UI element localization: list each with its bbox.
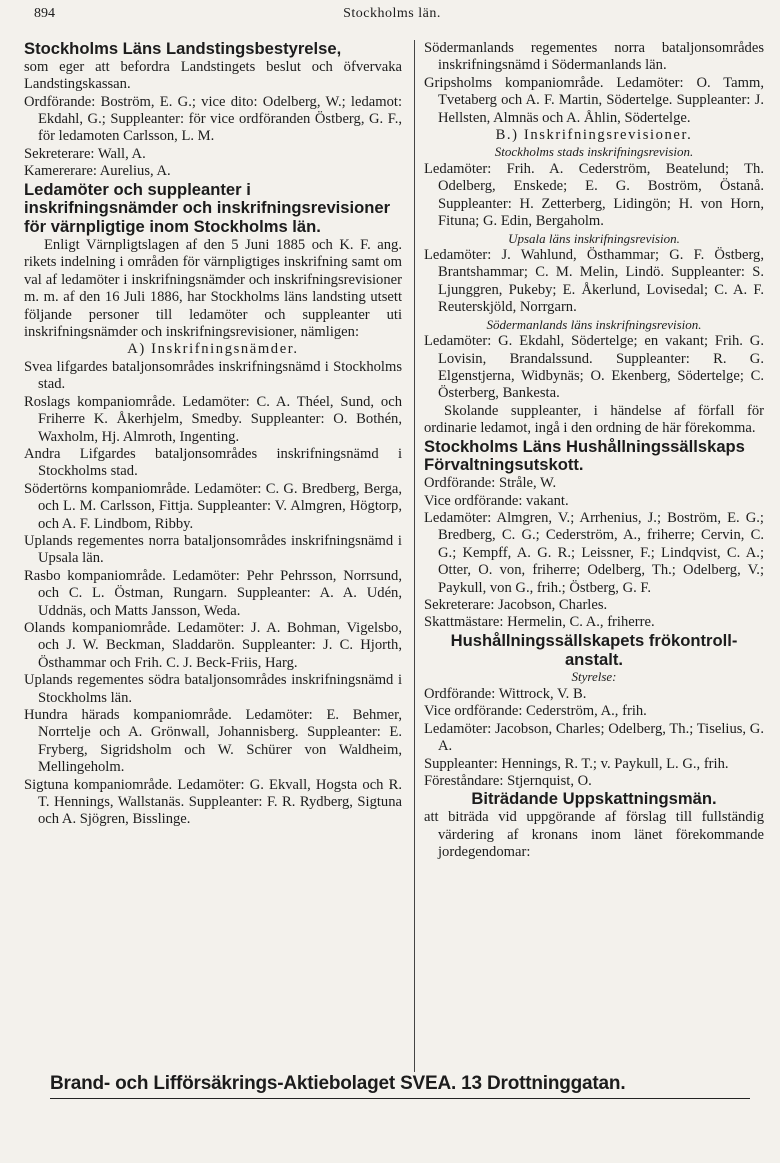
subsection-title: Upsala läns inskrifningsrevision. <box>508 230 680 246</box>
paragraph: Sekreterare: Wall, A. <box>24 145 146 162</box>
section-heading: Biträdande Uppskattningsmän. <box>471 789 717 809</box>
entry: Ledamöter: G. Ekdahl, Södertelge; en vakant; Frih. G. Lovisin, Brandalssund. Suppleanter: R. G. Elgenstjerna, Widbynäs; O. Ekenberg, Södertelge; C. Österberg, Bankesta. <box>424 333 764 402</box>
paragraph: Föreståndare: Stjernquist, O. <box>424 773 592 789</box>
subsection-title: Styrelse: <box>571 669 617 685</box>
column-divider <box>414 40 415 1072</box>
paragraph: Ordförande: Wittrock, V. B. <box>424 685 587 702</box>
entry: Ledamöter: J. Wahlund, Östhammar; G. F. Östberg, Brantshammar; C. M. Melin, Lindö. Suppleanter: S. Ljunggren, Pukeby; E. Åkerlund, Lovisedal; C. A. F. Reuterskjöld, Norrgarn. <box>424 247 764 316</box>
running-title: Stockholms län. <box>343 6 441 21</box>
running-head <box>34 6 750 22</box>
paragraph: som eger att befordra Landstingets beslut och öfvervaka Landstingskassan. <box>24 58 402 93</box>
paragraph: Sekreterare: Jacobson, Charles. <box>424 597 608 614</box>
paragraph: Ordförande: Stråle, W. <box>424 475 557 492</box>
footer-advertisement: Brand- och Lifförsäkrings-Aktiebolaget SVEA. 13 Drottninggatan. <box>50 1073 750 1099</box>
section-heading: Hushållningssällskapets frökontroll-anstalt. <box>450 630 738 669</box>
entry: Hundra härads kompaniområde. Ledamöter: E. Behmer, Norrtelje och A. Grönwall, Johannisberg. Suppleanter: E. Fryberg, Sigridsholm och W. Schürer von Waldheim, Mellingeholm. <box>24 707 402 776</box>
paragraph: Vice ordförande: vakant. <box>424 492 569 509</box>
entry: Ledamöter: Almgren, V.; Arrhenius, J.; Boström, E. G.; Bredberg, C. G.; Cederström, A., friherre; Cervin, C. G.; Kempff, A. G. R.; Leissner, F.; Lindqvist, C. A.; Otter, O. von, friherre; Odelberg, Th.; Odelberg, V.; Paykull, von G., frih.; Östberg, G. F. <box>424 510 764 596</box>
entry: Suppleanter: Hennings, R. T.; v. Paykull, L. G., frih. <box>424 755 729 772</box>
entry: Rasbo kompaniområde. Ledamöter: Pehr Pehrsson, Norrsund, och C. L. Östman, Rungarn. Suppleanter: A. A. Udén, Uddnäs, och Matts Jansson, Weda. <box>24 567 402 619</box>
entry: Svea lifgardes bataljonsområdes inskrifningsnämd i Stockholms stad. <box>24 358 402 393</box>
entry: Ordförande: Boström, E. G.; vice dito: Odelberg, W.; ledamot: Ekdahl, G.; Suppleanter: för vice ordföranden Östberg, G. F., för ledamoten Carlsson, L. M. <box>24 93 402 145</box>
paragraph: Skattmästare: Hermelin, C. A., friherre. <box>424 614 655 631</box>
paragraph: Enligt Värnpligtslagen af den 5 Juni 1885 och K. F. ang. rikets indelning i områden för värnpligtiges inskrifning samt om val af ledamöter i inskrifningsnämder och inskrifningsrevisioner m. m. af den 16 Juli 1886, har Stockholms läns landsting utsett följande personer till ledamöter och suppleanter uti inskrifningsnämder och inskrifningsrevisioner, nämligen: <box>24 237 402 341</box>
entry: Södertörns kompaniområde. Ledamöter: C. G. Bredberg, Berga, och L. M. Carlsson, Fittja. Suppleanter: V. Almgren, Högtorp, och A. F. Lindbom, Ribby. <box>24 480 402 532</box>
entry: att biträda vid uppgörande af förslag till fullständig värdering af kronans inom länet förekommande jordegendomar: <box>424 809 764 861</box>
entry: Uplands regementes södra bataljonsområdes inskrifningsnämd i Stockholms län. <box>24 672 402 706</box>
entry: Ledamöter: Jacobson, Charles; Odelberg, Th.; Tiselius, G. A. <box>424 720 764 755</box>
entry: Ledamöter: Frih. A. Cederström, Beatelund; Th. Odelberg, Enskede; E. G. Boström, Östanå. Suppleanter: H. Zetterberg, Lidingön; H. von Horn, Fituna; G. Edin, Bergaholm. <box>424 160 764 230</box>
paragraph: Kamererare: Aurelius, A. <box>24 163 171 180</box>
entry: Sigtuna kompaniområde. Ledamöter: G. Ekvall, Hogsta och R. T. Hennings, Wallstanäs. Suppleanter: F. R. Rydberg, Sigtuna och A. Sjögren, Bisslinge. <box>24 776 402 828</box>
subheading: A) Inskrifningsnämder. <box>127 341 299 358</box>
paragraph: Skolande suppleanter, i händelse af förfall för ordinarie ledamot, ingå i den ordning de här förekomma. <box>424 402 764 437</box>
entry: Gripsholms kompaniområde. Ledamöter: O. Tamm, Tvetaberg och A. F. Martin, Södertelge. Suppleanter: J. Hellsten, Almnäs och A. Åhlin, Södertelge. <box>424 74 764 126</box>
entry: Södermanlands regementes norra bataljonsområdes inskrifningsnämd i Södermanlands län. <box>424 40 764 74</box>
paragraph: Vice ordförande: Cederström, A., frih. <box>424 703 647 720</box>
subsection-title: Stockholms stads inskrifningsrevision. <box>494 144 694 160</box>
entry: Andra Lifgardes bataljonsområdes inskrifningsnämd i Stockholms stad. <box>24 445 402 480</box>
page-number: 894 <box>34 6 55 21</box>
right-column <box>424 40 764 861</box>
left-column <box>24 40 402 829</box>
section-heading: Ledamöter och suppleanter i inskrifningsnämder och inskrifningsrevisioner för värnpligtige inom Stockholms län. <box>24 179 391 237</box>
subsection-title: Södermanlands läns inskrifningsrevision. <box>486 316 702 332</box>
section-heading: Stockholms Läns Hushållningssällskaps Förvaltningsutskott. <box>424 436 745 475</box>
section-heading: Stockholms Läns Landstingsbestyrelse, <box>24 39 342 58</box>
entry: Uplands regementes norra bataljonsområdes inskrifningsnämd i Upsala län. <box>24 532 402 567</box>
entry: Olands kompaniområde. Ledamöter: J. A. Bohman, Vigelsbo, och J. W. Beckman, Sladdarön. Suppleanter: J. C. Hjorth, Östhammar och Frih. C. J. Beck-Friis, Harg. <box>24 619 402 671</box>
entry: Roslags kompaniområde. Ledamöter: C. A. Théel, Sund, och Friherre K. Åkerhjelm, Smedby. Suppleanter: O. Bothén, Waxholm, Hj. Almroth, Ingenting. <box>24 393 402 445</box>
subheading: B.) Inskrifningsrevisioner. <box>495 127 693 144</box>
